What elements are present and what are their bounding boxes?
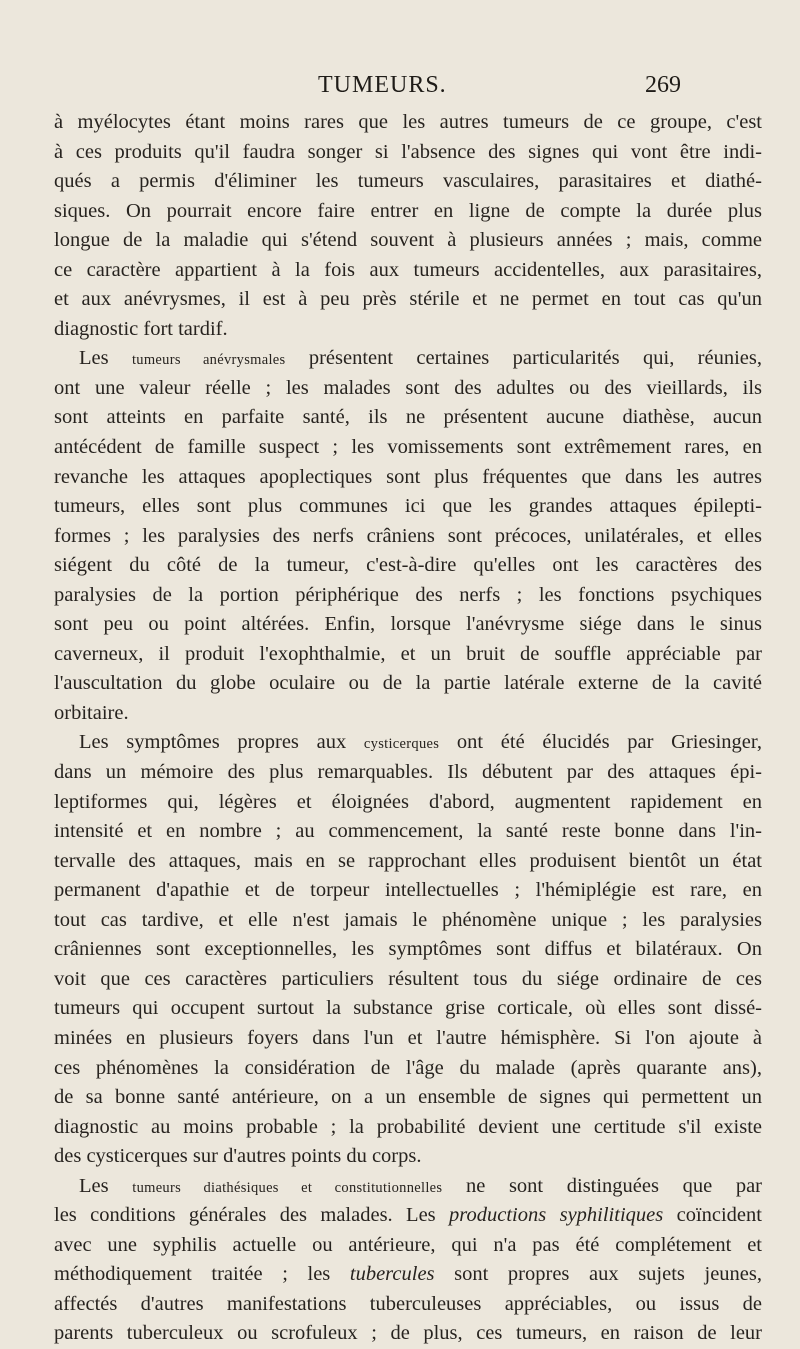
text-line [54, 994, 762, 1024]
text-run: dans un mémoire des plus remarquables. Ils débutent par des attaques épi- [54, 761, 762, 784]
text-run: à ces produits qu'il faudra songer si l'absence des signes qui vont être indi- [54, 140, 762, 163]
text-line [54, 433, 762, 463]
text-line [54, 197, 762, 227]
italic-term: productions syphilitiques [449, 1204, 664, 1227]
text-line [54, 108, 762, 138]
text-run: tumeurs, elles sont plus communes ici que les grandes attaques épilepti- [54, 495, 762, 518]
text-run: ont été élucidés par Griesinger, [439, 731, 762, 754]
text-line [54, 167, 762, 197]
text-run: voit que ces caractères particuliers résultent tous du siége ordinaire de ces [54, 967, 762, 990]
text-line [54, 1201, 762, 1231]
text-line [54, 1142, 762, 1172]
text-run: des cysticerques sur d'autres points du corps. [54, 1145, 422, 1168]
page-number: 269 [645, 72, 681, 98]
text-line [54, 935, 762, 965]
text-run: Les [79, 347, 132, 370]
text-line [54, 847, 762, 877]
text-line [54, 965, 762, 995]
text-run: sont atteints en parfaite santé, ils ne présentent aucune diathèse, aucun [54, 406, 762, 429]
text-line [54, 1024, 762, 1054]
text-line [54, 492, 762, 522]
text-run: ces phénomènes la considération de l'âge du malade (après quarante ans), [54, 1056, 762, 1079]
body-text [54, 108, 762, 1349]
text-run: tout cas tardive, et elle n'est jamais le phénomène unique ; les paralysies [54, 908, 762, 931]
text-line [54, 876, 762, 906]
text-line [54, 285, 762, 315]
text-run: avec une syphilis actuelle ou antérieure, qui n'a pas été complétement et [54, 1233, 762, 1256]
text-run: longue de la maladie qui s'étend souvent à plusieurs années ; mais, comme [54, 229, 762, 252]
text-line [54, 1172, 762, 1202]
text-run: affectés d'autres manifestations tuberculeuses appréciables, ou issus de [54, 1292, 762, 1315]
text-line [54, 817, 762, 847]
text-line [54, 610, 762, 640]
small-caps-term: tumeurs diathésiques et constitutionnelles [132, 1179, 443, 1196]
text-run: méthodiquement traitée ; les [54, 1263, 350, 1286]
text-run: diagnostic au moins probable ; la probabilité devient une certitude s'il existe [54, 1115, 762, 1138]
text-line [54, 640, 762, 670]
text-line [54, 522, 762, 552]
text-run: siégent du côté de la tumeur, c'est-à-dire qu'elles ont les caractères des [54, 554, 762, 577]
text-line [54, 138, 762, 168]
text-line [54, 551, 762, 581]
text-run: caverneux, il produit l'exophthalmie, et un bruit de souffle appréciable par [54, 642, 762, 665]
text-line [54, 256, 762, 286]
text-line [54, 1083, 762, 1113]
text-run: orbitaire. [54, 701, 129, 724]
text-line [54, 699, 762, 729]
text-line [54, 374, 762, 404]
text-run: les conditions générales des malades. Les [54, 1204, 450, 1227]
text-run: qués a permis d'éliminer les tumeurs vasculaires, parasitaires et diathé- [54, 170, 762, 193]
text-run: sont peu ou point altérées. Enfin, lorsque l'anévrysme siége dans le sinus [54, 613, 762, 636]
text-run: leptiformes qui, légères et éloignées d'abord, augmentent rapidement en [54, 790, 762, 813]
small-caps-term: cysticerques [363, 736, 440, 753]
text-line [54, 758, 762, 788]
text-run: ont une valeur réelle ; les malades sont des adultes ou des vieillards, ils [54, 376, 762, 399]
text-line [54, 1260, 762, 1290]
text-run: revanche les attaques apoplectiques sont plus fréquentes que dans les autres [54, 465, 762, 488]
text-run: antécédent de famille suspect ; les vomissements sont extrêmement rares, en [54, 436, 762, 459]
text-run: paralysies de la portion périphérique des nerfs ; les fonctions psychiques [54, 583, 762, 606]
text-run: coïncident [663, 1204, 762, 1227]
text-run: l'auscultation du globe oculaire ou de la partie latérale externe de la cavité [54, 672, 762, 695]
text-line [54, 344, 762, 374]
text-run: tervalle des attaques, mais en se rapprochant elles produisent bientôt un état [54, 849, 762, 872]
italic-term: tubercules [349, 1263, 435, 1286]
running-title: TUMEURS. [318, 72, 447, 98]
text-run: ce caractère appartient à la fois aux tumeurs accidentelles, aux parasitaires, [54, 258, 762, 281]
text-run: siques. On pourrait encore faire entrer en ligne de compte la durée plus [54, 199, 762, 222]
running-head [0, 72, 800, 106]
text-run: diagnostic fort tardif. [54, 317, 228, 340]
text-run: tumeurs qui occupent surtout la substance grise corticale, où elles sont dissé- [54, 997, 762, 1020]
text-run: à myélocytes étant moins rares que les autres tumeurs de ce groupe, c'est [54, 111, 762, 133]
text-run: présentent certaines particularités qui, réunies, [285, 347, 762, 370]
small-caps-term: tumeurs anévrysmales [131, 352, 286, 369]
text-run: parents tuberculeux ou scrofuleux ; de plus, ces tumeurs, en raison de leur [54, 1322, 762, 1345]
text-run: minées en plusieurs foyers dans l'un et l'autre hémisphère. Si l'on ajoute à [54, 1026, 762, 1049]
text-line [54, 669, 762, 699]
text-line [54, 463, 762, 493]
text-line [54, 226, 762, 256]
text-line [54, 581, 762, 611]
text-run: permanent d'apathie et de torpeur intellectuelles ; l'hémiplégie est rare, en [54, 879, 762, 902]
text-run: Les [79, 1174, 133, 1197]
text-run: crâniennes sont exceptionnelles, les symptômes sont diffus et bilatéraux. On [54, 938, 762, 961]
text-line [54, 728, 762, 758]
text-run: Les symptômes propres aux [79, 731, 364, 754]
text-line [54, 906, 762, 936]
text-run: formes ; les paralysies des nerfs crâniens sont précoces, unilatérales, et elles [54, 524, 762, 547]
text-line [54, 1231, 762, 1261]
text-line [54, 315, 762, 345]
text-line [54, 1290, 762, 1320]
text-line [54, 788, 762, 818]
text-run: ne sont distinguées que par [442, 1174, 763, 1197]
text-run: et aux anévrysmes, il est à peu près stérile et ne permet en tout cas qu'un [54, 288, 762, 311]
text-line [54, 1113, 762, 1143]
text-run: sont propres aux sujets jeunes, [434, 1263, 763, 1286]
text-line [54, 1054, 762, 1084]
text-run: de sa bonne santé antérieure, on a un ensemble de signes qui permettent un [54, 1086, 762, 1109]
text-line [54, 403, 762, 433]
text-run: intensité et en nombre ; au commencement, la santé reste bonne dans l'in- [54, 820, 762, 843]
